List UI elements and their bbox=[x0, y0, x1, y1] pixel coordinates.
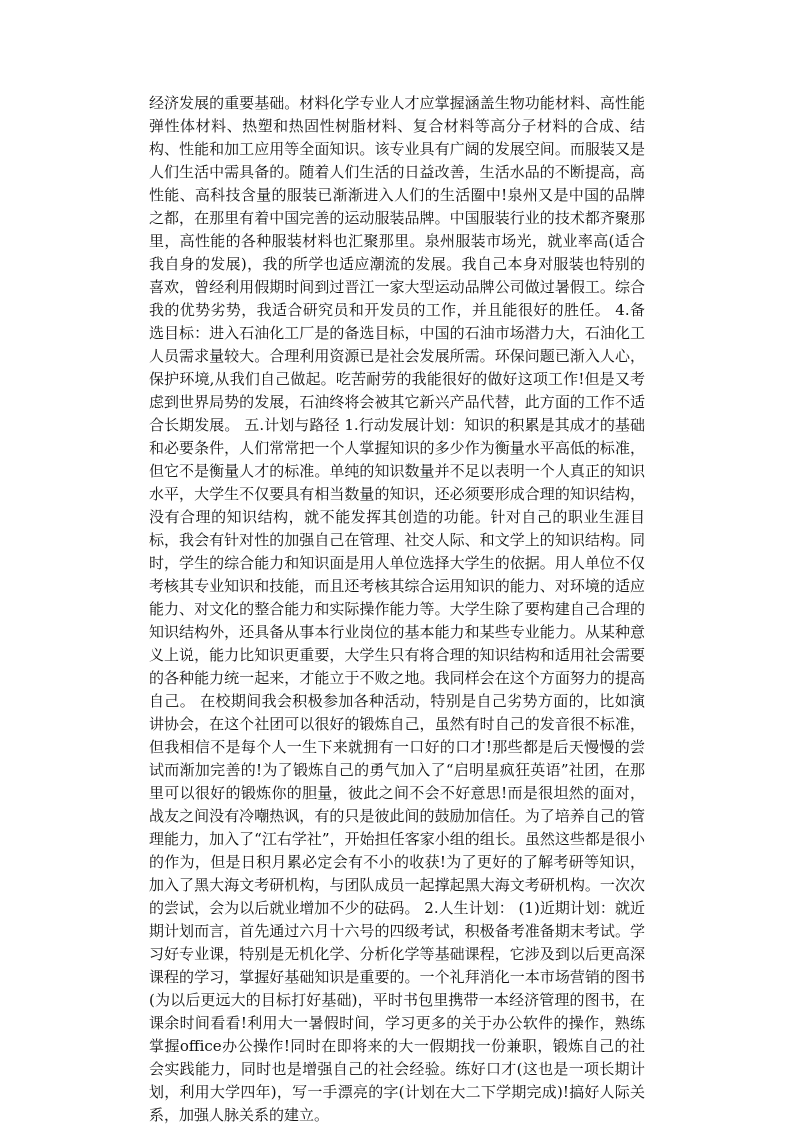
body-paragraph: 经济发展的重要基础。材料化学专业人才应掌握涵盖生物功能材料、高性能弹性体材料、热塑和热固性树脂材料、复合材料等高分子材料的合成、结构、性能和加工应用等全面知识。该专业具有广阔的发展空间。而服装又是人们生活中需具备的。随着人们生活的日益改善，生活水品的不断提高，高性能、高科技含量的服装已渐渐进入人们的生活圈中!泉州又是中国的品牌之都，在那里有着中国完善的运动服装品牌。中国服装行业的技术都齐聚那里，高性能的各种服装材料也汇聚那里。泉州服装市场光，就业率高(适合我自身的发展)，我的所学也适应潮流的发展。我自己本身对服装也特别的喜欢，曾经利用假期时间到过晋江一家大型运动品牌公司做过暑假工。综合我的优势劣势，我适合研究员和开发员的工作，并且能很好的胜任。 4.备选目标：进入石油化工厂是的备选目标，中国的石油市场潜力大，石油化工人员需求量较大。合理利用资源已是社会发展所需。环保问题已渐入人心，保护环境,从我们自己做起。吃苦耐劳的我能很好的做好这项工作!但是又考虑到世界局势的发展，石油终将会被其它新兴产品代替，此方面的工作不适合长期发展。 五.计划与路径 1.行动发展计划：知识的积累是其成才的基础和必要条件，人们常常把一个人掌握知识的多少作为衡量水平高低的标准，但它不是衡量人才的标准。单纯的知识数量并不足以表明一个人真正的知识水平，大学生不仅要具有相当数量的知识，还必须要形成合理的知识结构，没有合理的知识结构，就不能发挥其创造的功能。针对自己的职业生涯目标，我会有针对性的加强自己在管理、社交人际、和文学上的知识结构。同时，学生的综合能力和知识面是用人单位选择大学生的依据。用人单位不仅考核其专业知识和技能，而且还考核其综合运用知识的能力、对环境的适应能力、对文化的整合能力和实际操作能力等。大学生除了要构建自己合理的知识结构外，还具备从事本行业岗位的基本能力和某些专业能力。从某种意义上说，能力比知识更重要，大学生只有将合理的知识结构和适用社会需要的各种能力统一起来，才能立于不败之地。我同样会在这个方面努力的提高自己。 在校期间我会积极参加各种活动，特别是自己劣势方面的，比如演讲协会，在这个社团可以很好的锻炼自己，虽然有时自己的发音很不标准，但我相信不是每个人一生下来就拥有一口好的口才!那些都是后天慢慢的尝试而渐加完善的!为了锻炼自己的勇气加入了“启明星疯狂英语”社团，在那里可以很好的锻炼你的胆量，彼此之间不会不好意思!而是很坦然的面对，战友之间没有冷嘲热讽，有的只是彼此间的鼓励加信任。为了培养自己的管理能力，加入了“江右学社”，开始担任客家小组的组长。虽然这些都是很小的作为，但是日积月累必定会有不小的收获!为了更好的了解考研等知识，加入了黑大海文考研机构，与团队成员一起撑起黑大海文考研机构。一次次的尝试，会为以后就业增加不少的砝码。 2.人生计划： (1)近期计划：就近期计划而言，首先通过六月十六号的四级考试，积极备考准备期末考试。学习好专业课，特别是无机化学、分析化学等基础课程，它涉及到以后更高深课程的学习，掌握好基础知识是重要的。一个礼拜消化一本市场营销的图书(为以后更远大的目标打好基础)，平时书包里携带一本经济管理的图书，在课余时间看看!利用大一暑假时间，学习更多的关于办公软件的操作，熟练掌握office办公操作!同时在即将来的大一假期找一份兼职，锻炼自己的社会实践能力，同时也是增强自己的社会经验。练好口才(这也是一项长期计划，利用大学四年)，写一手漂亮的字(计划在大二下学期完成)!搞好人际关系，加强人脉关系的建立。 bbox=[149, 94, 645, 1124]
document-page bbox=[149, 92, 645, 1127]
